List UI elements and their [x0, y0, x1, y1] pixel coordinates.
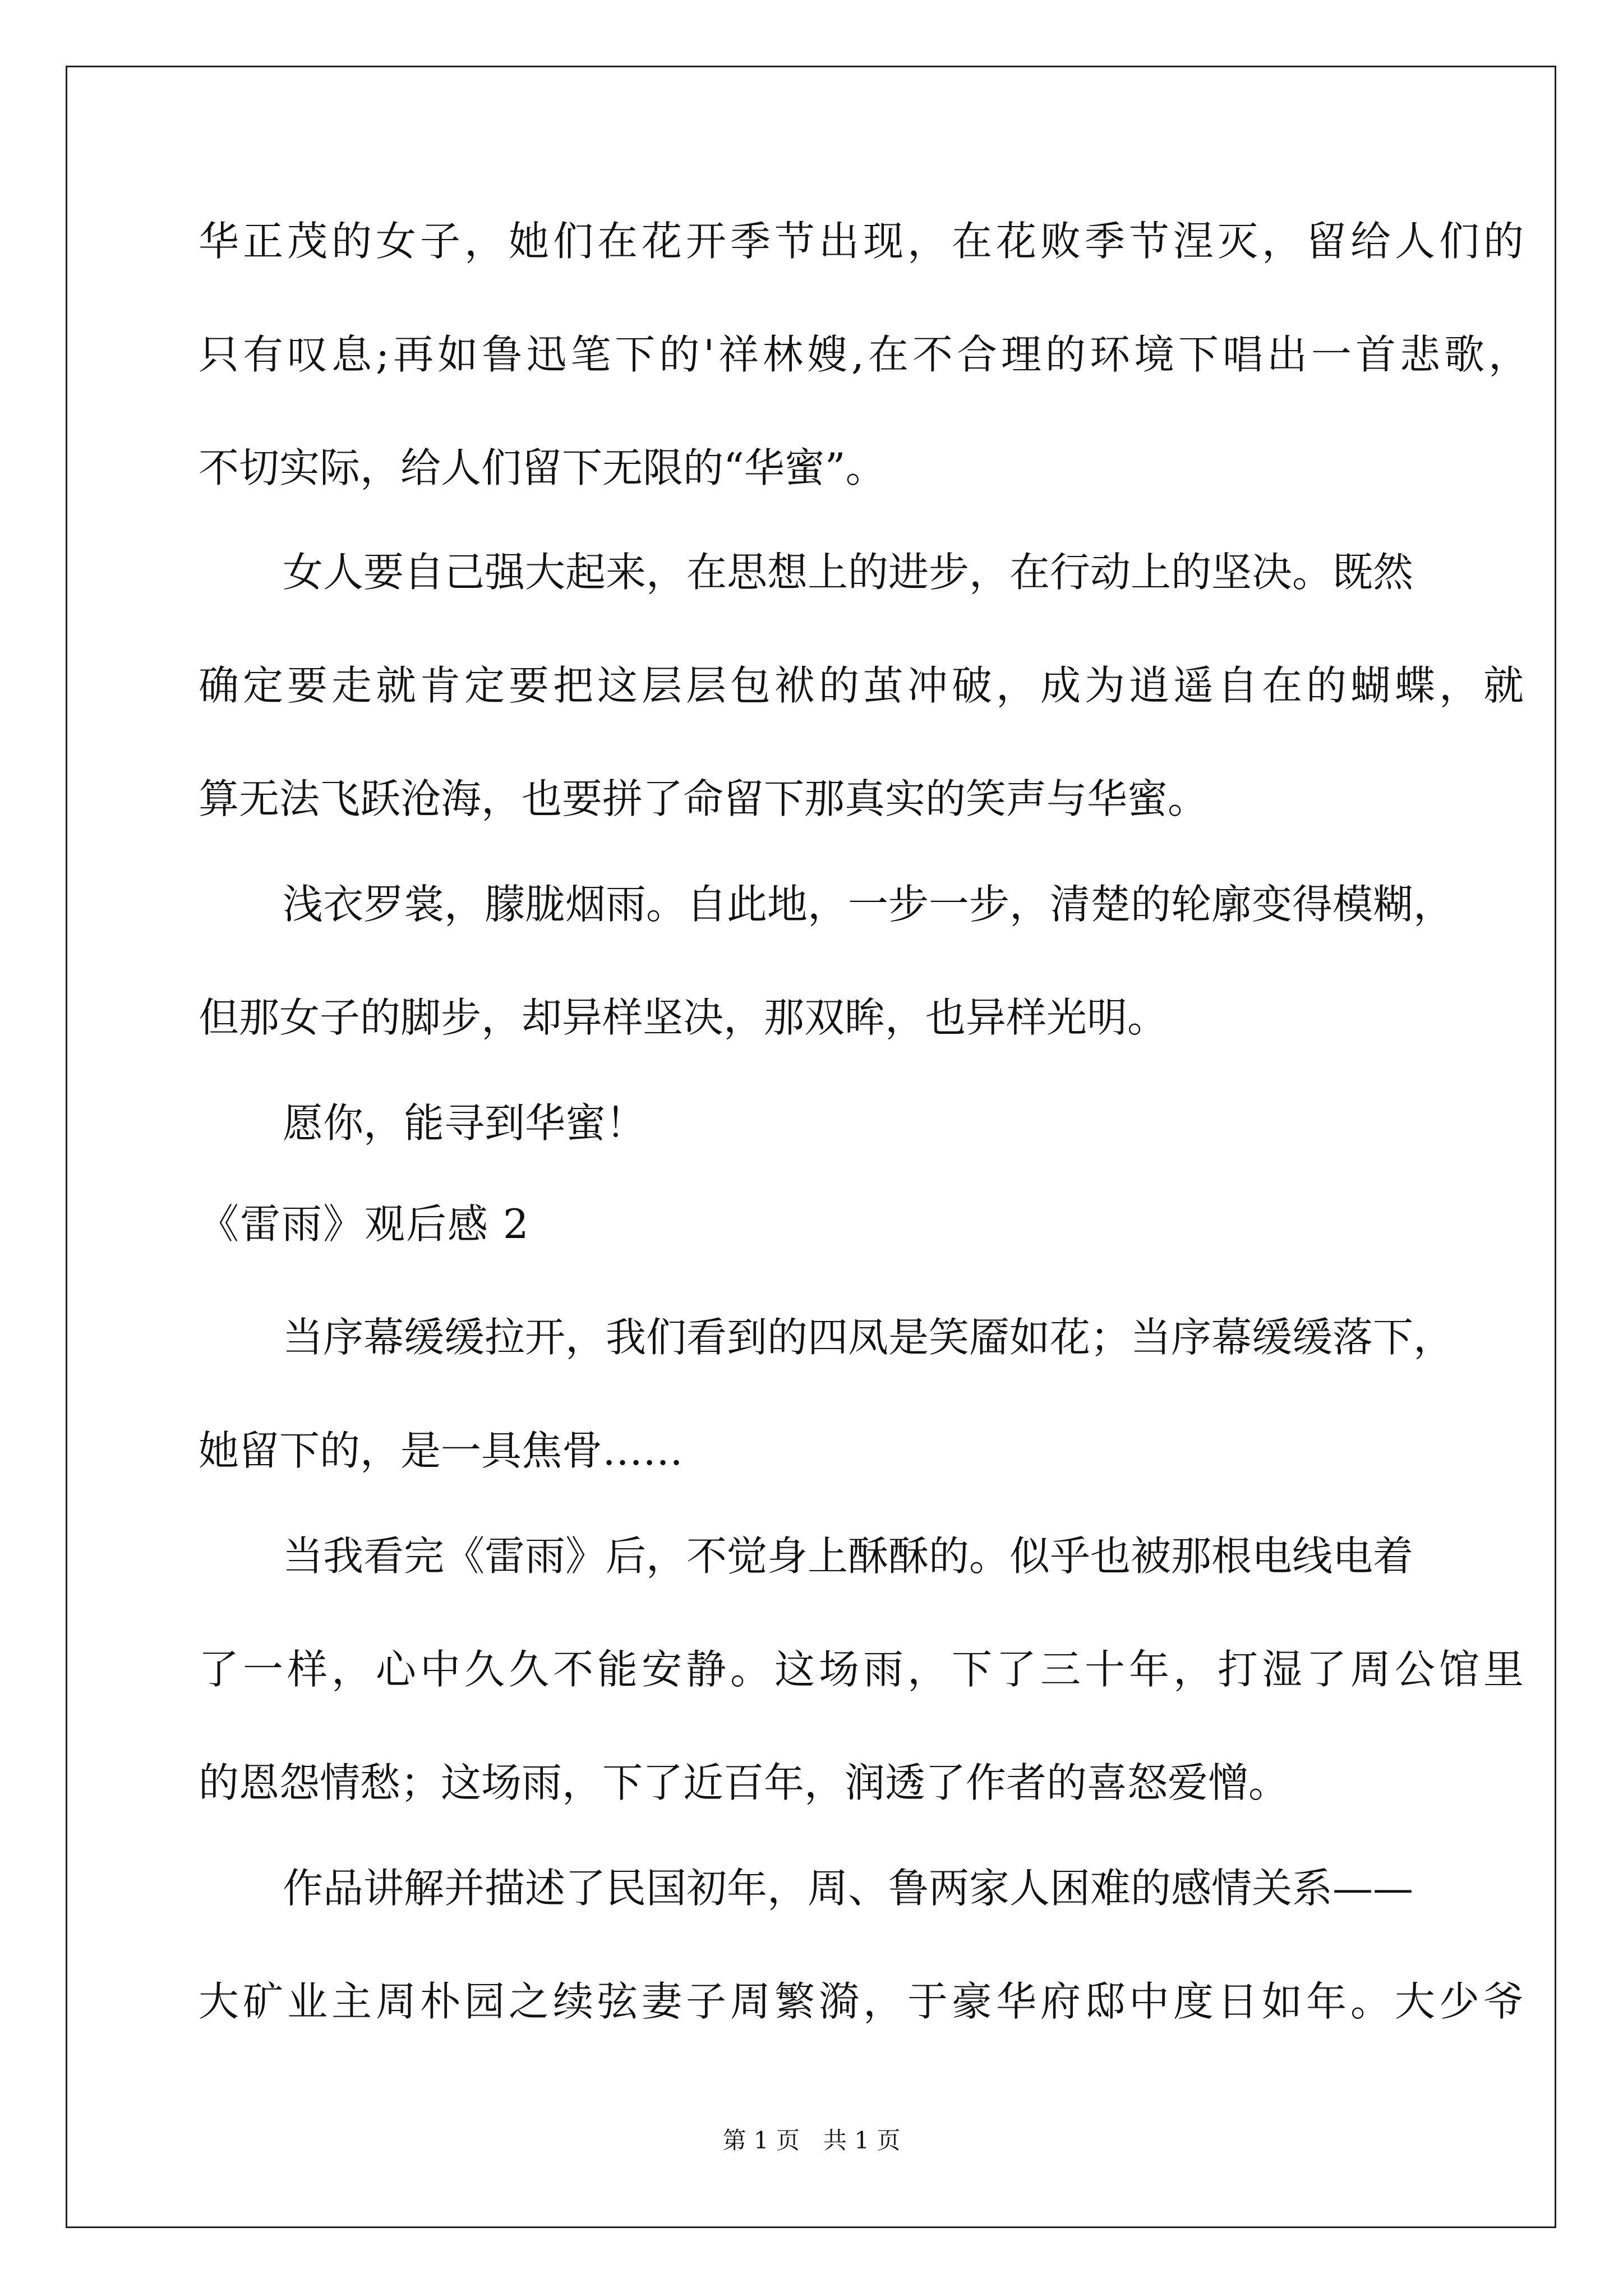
text-line: 但那女子的脚步，却异样坚决，那双眸，也异样光明。: [199, 994, 1168, 1041]
paragraph-start-line: 当序幕缓缓拉开，我们看到的四凤是笑靥如花；当序幕缓缓落下，: [283, 1314, 1454, 1361]
section-title: 《雷雨》观后感 2: [199, 1200, 530, 1248]
text-line: 确定要走就肯定要把这层层包袱的茧冲破，成为逍遥自在的蝴蝶，就: [199, 662, 1528, 709]
page-footer: [0, 2124, 1623, 2157]
text-line: 了一样，心中久久不能安静。这场雨，下了三十年，打湿了周公馆里: [199, 1646, 1528, 1693]
paragraph-start-line: 作品讲解并描述了民国初年，周、鲁两家人困难的感情关系——: [283, 1865, 1414, 1912]
text-line: 华正茂的女子，她们在花开季节出现，在花败季节涅灭，留给人们的: [199, 218, 1528, 265]
text-line: 不切实际，给人们留下无限的“华蜜”。: [199, 444, 886, 491]
text-line: 只有叹息;再如鲁迅笔下的'祥林嫂,在不合理的环境下唱出一首悲歌，: [199, 331, 1533, 378]
paragraph-start-line: 女人要自己强大起来，在思想上的进步，在行动上的坚决。既然: [283, 549, 1414, 596]
paragraph-start-line: 愿你，能寻到华蜜！: [283, 1099, 647, 1147]
page-total: 共 1 页: [823, 2127, 901, 2154]
paragraph-start-line: 当我看完《雷雨》后，不觉身上酥酥的。似乎也被那根电线电着: [283, 1533, 1414, 1580]
page-number: 第 1 页: [722, 2127, 800, 2154]
text-line: 她留下的，是一具焦骨……: [199, 1427, 684, 1474]
text-line: 算无法飞跃沧海，也要拼了命留下那真实的笑声与华蜜。: [199, 775, 1209, 822]
text-line: 的恩怨情愁；这场雨，下了近百年，润透了作者的喜怒爱憎。: [199, 1759, 1289, 1806]
text-line: 大矿业主周朴园之续弦妻子周繁漪，于豪华府邸中度日如年。大少爷: [199, 1978, 1528, 2025]
paragraph-start-line: 浅衣罗裳，朦胧烟雨。自此地，一步一步，清楚的轮廓变得模糊，: [283, 881, 1454, 928]
